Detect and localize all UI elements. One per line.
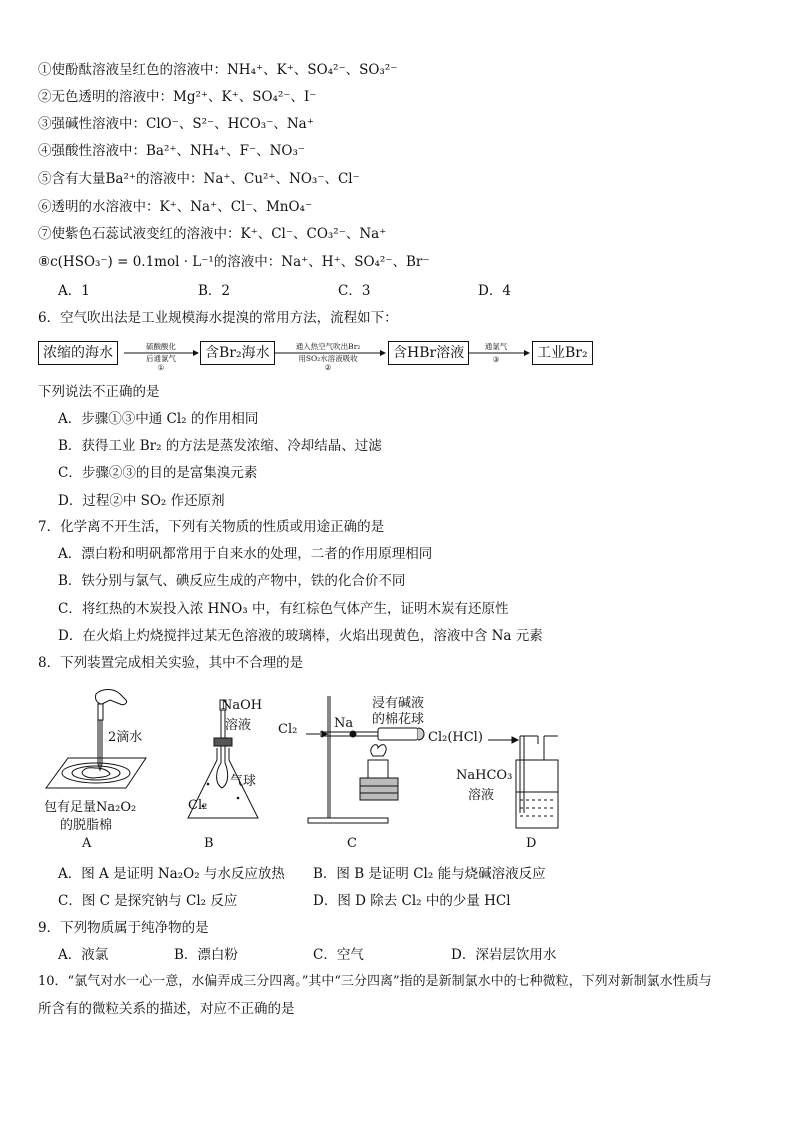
q5-options (58, 281, 511, 301)
q6-stem: 6．空气吹出法是工业规模海水提溴的常用方法，流程如下： (38, 310, 398, 326)
fig-b-caption: B (204, 836, 214, 851)
fig-c-label-3: Cl₂ (278, 722, 298, 737)
step3-number: ③ (492, 355, 500, 364)
q6-option-c: C．步骤②③的目的是富集溴元素 (58, 465, 258, 481)
fig-c-caption: C (347, 836, 357, 851)
q9-option-a: A．液氯 (58, 947, 109, 963)
q7-option-d: D．在火焰上灼烧搅拌过某无色溶液的玻璃棒，火焰出现黄色，溶液中含 Na 元素 (58, 628, 543, 644)
q8-option-b: B．图 B 是证明 Cl₂ 能与烧碱溶液反应 (313, 866, 546, 882)
q8-options-row-2 (58, 891, 511, 911)
q7-option-b: B．铁分别与氯气、碘反应生成的产物中，铁的化合价不同 (58, 573, 406, 589)
q7-option-c: C．将红热的木炭投入浓 HNO₃ 中，有红棕色气体产生，证明木炭有还原性 (58, 601, 509, 617)
q9-options (58, 945, 556, 965)
fig-b-label-2: 溶液 (225, 718, 252, 733)
item-3: ③强碱性溶液中：ClO⁻、S²⁻、HCO₃⁻、Na⁺ (38, 116, 314, 132)
fig-c-label-4: Na (334, 716, 354, 731)
fig-a-label-1: 2滴水 (108, 730, 143, 745)
q7-option-a: A．漂白粉和明矾都常用于自来水的处理，二者的作用原理相同 (58, 546, 433, 562)
step2-bottom: 用SO₂水溶液吸收 (298, 354, 358, 363)
q10-line-2: 所含有的微粒关系的描述，对应不正确的是 (38, 1001, 295, 1017)
item-8: ⑧c(HSO₃⁻) = 0.1mol · L⁻¹的溶液中：Na⁺、H⁺、SO₄²⁻、Br⁻ (38, 254, 430, 270)
q8-option-a: A．图 A 是证明 Na₂O₂ 与水反应放热 (58, 866, 285, 882)
fig-b-label-4: Cl₂ (188, 798, 208, 813)
fig-d-label-1: Cl₂(HCl) (428, 730, 483, 745)
step2-top: 通入热空气吹出Br₂ (295, 342, 361, 351)
q8-option-d: D．图 D 除去 Cl₂ 中的少量 HCl (313, 893, 511, 909)
fig-b-label-3: 气球 (230, 774, 257, 789)
q6-question: 下列说法不正确的是 (38, 384, 160, 400)
flow-box-2: 含Br₂海水 (200, 341, 275, 365)
flow-box-3: 含HBr溶液 (388, 341, 469, 365)
q9-option-d: D．深岩层饮用水 (451, 947, 557, 963)
q8-options-row-1 (58, 864, 546, 884)
item-4: ④强酸性溶液中：Ba²⁺、NH₄⁺、F⁻、NO₃⁻ (38, 143, 306, 159)
fig-d-label-3: 溶液 (468, 788, 495, 803)
item-6: ⑥透明的水溶液中：K⁺、Na⁺、Cl⁻、MnO₄⁻ (38, 199, 313, 215)
item-5: ⑤含有大量Ba²⁺的溶液中：Na⁺、Cu²⁺、NO₃⁻、Cl⁻ (38, 171, 360, 187)
fig-d-label-2: NaHCO₃ (456, 768, 513, 783)
flow-box-4: 工业Br₂ (532, 341, 593, 365)
item-7: ⑦使紫色石蕊试液变红的溶液中：K⁺、Cl⁻、CO₃²⁻、Na⁺ (38, 226, 387, 242)
q5-option-a: A．1 (58, 283, 90, 299)
fig-c-label-1: 浸有碱液 (372, 696, 425, 711)
flow-diagram (38, 341, 598, 372)
apparatus-figures (38, 688, 598, 858)
step3-top: 通氯气 (484, 342, 508, 351)
q5-option-b: B．2 (198, 283, 231, 299)
step1-bottom: 后通氯气 (146, 354, 176, 363)
fig-a-label-2: 包有足量Na₂O₂ (44, 800, 137, 815)
q8-option-c: C．图 C 是探究钠与 Cl₂ 反应 (58, 893, 238, 909)
fig-d-caption: D (526, 836, 537, 851)
fig-b-label-1: NaOH (221, 698, 263, 713)
step1-number: ① (157, 363, 165, 372)
fig-a-caption: A (82, 836, 92, 851)
q9-option-c: C．空气 (313, 947, 364, 963)
q10-line-1: 10．“氯气对水一心一意，水偏弄成三分四离。”其中“三分四离”指的是新制氯水中的七种微粒，下列对新制氯水性质与 (38, 974, 712, 989)
q9-option-b: B．漂白粉 (174, 947, 238, 963)
q5-option-d: D．4 (478, 283, 511, 299)
item-2: ②无色透明的溶液中：Mg²⁺、K⁺、SO₄²⁻、I⁻ (38, 89, 317, 105)
fig-a-label-3: 的脱脂棉 (60, 818, 113, 833)
q7-stem: 7．化学离不开生活，下列有关物质的性质或用途正确的是 (38, 519, 385, 535)
q6-option-d: D．过程②中 SO₂ 作还原剂 (58, 493, 225, 509)
q6-option-b: B．获得工业 Br₂ 的方法是蒸发浓缩、冷却结晶、过滤 (58, 438, 382, 454)
apparatus-drawings (38, 688, 598, 858)
fig-c-label-2: 的棉花球 (372, 712, 425, 727)
q6-option-a: A．步骤①③中通 Cl₂ 的作用相同 (58, 411, 259, 427)
flow-box-1: 浓缩的海水 (38, 341, 118, 365)
q8-stem: 8．下列装置完成相关实验，其中不合理的是 (38, 655, 304, 671)
item-1: ①使酚酞溶液呈红色的溶液中：NH₄⁺、K⁺、SO₄²⁻、SO₃²⁻ (38, 62, 398, 78)
step2-number: ② (324, 363, 332, 372)
step1-top: 硫酸酸化 (146, 342, 176, 351)
q5-option-c: C．3 (338, 283, 371, 299)
q9-stem: 9．下列物质属于纯净物的是 (38, 920, 209, 936)
